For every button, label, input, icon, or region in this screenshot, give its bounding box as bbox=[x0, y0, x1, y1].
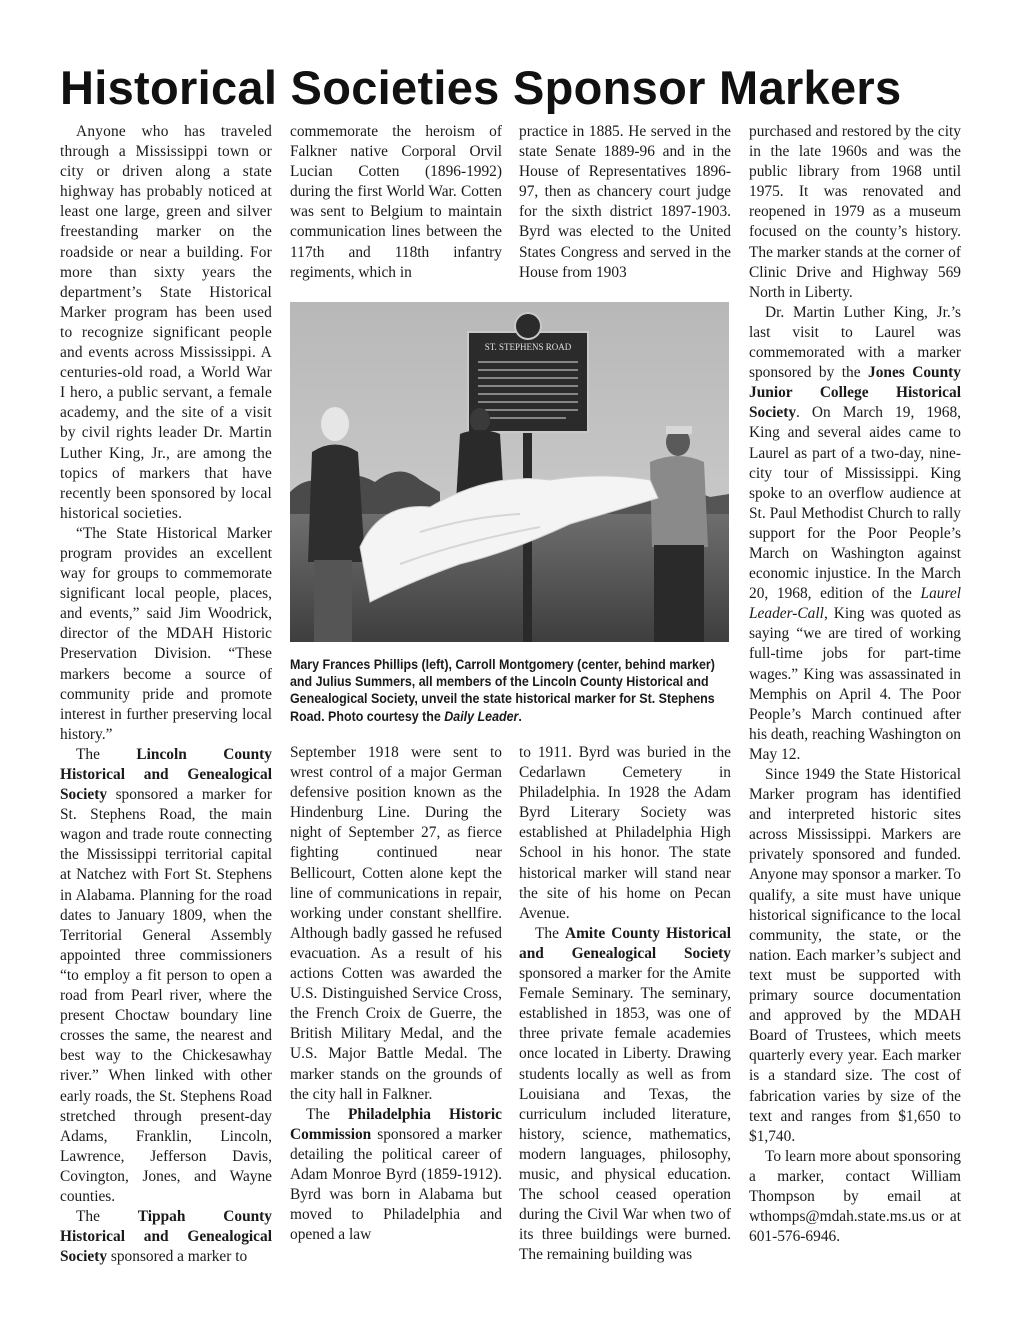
photo-caption: Mary Frances Phillips (left), Carroll Montgomery (center, behind marker) and Julius Summers, all members of the Lincoln County Historical and Genealogical Society, unveil the state historical marker for St. Stephens Road. Photo courtesy the Daily Leader. bbox=[290, 657, 715, 724]
paragraph: to 1911. Byrd was buried in the Cedarlawn Cemetery in Philadelphia. In 1928 the Adam Byrd Literary Society was established at Philadelphia High School in his honor. The state historical marker will stand near the site of his home on Pecan Avenue. bbox=[519, 744, 731, 922]
sponsor-name: Jones County Junior College Historical Society bbox=[749, 364, 961, 422]
paragraph: The Lincoln County Historical and Genealogical Society sponsored a marker for St. Stephens Road, the main wagon and trade route connecting the Mississippi territorial capital at Natchez with Fort St. Stephens in Alabama. Planning for the road dates to January 1809, when the Territorial General Assembly appointed three commissioners “to employ a fit person to open a road from Pearl river, where the present Choctaw boundary line crosses the same, the nearest and best way to the Chickesawhay river.” When linked with other early roads, the St. Stephens Road stretched through present-day Adams, Franklin, Lincoln, Lawrence, Jefferson Davis, Covington, Jones, and Wayne counties. bbox=[60, 745, 272, 1205]
paragraph: commemorate the heroism of Falkner native Corporal Orvil Lucian Cotten (1896-1992) during the first World War. Cotten was sent to Belgium to maintain communication lines between the 117th and 118th infantry regiments, which in bbox=[290, 123, 502, 281]
sponsor-name: Tippah County Historical and Genealogical Society bbox=[60, 1208, 273, 1266]
paragraph: purchased and restored by the city in the late 1960s and was the public library from 1968 until 1975. It was renovated and reopened in 1979 as a museum focused on the county’s history. The marker stands at the corner of Clinic Drive and Highway 569 North in Liberty. bbox=[749, 123, 961, 301]
paragraph: “The State Historical Marker program provides an excellent way for groups to commemorate significant local people, places, and events,” said Jim Woodrick, director of the MDAH Historic Preservation Division. “These markers become a source of community pride and promote interest in further preserving local history.” bbox=[60, 524, 272, 743]
sponsor-name: Lincoln County Historical and Genealogical Society bbox=[60, 745, 272, 804]
sponsor-name: Amite County Historical and Genealogical Society bbox=[519, 924, 731, 962]
sponsor-name: Philadelphia Historic Commission bbox=[290, 1105, 502, 1143]
paragraph: The Amite County Historical and Genealogical Society sponsored a marker for the Amite Female Seminary. The seminary, established in 1853, was one of three private female academies once located in Liberty. Drawing students locally as well as from Louisiana and Texas, the curriculum included literature, history, science, mathematics, modern languages, philosophy, music, and physical education. The school ceased operation during the Civil War when two of its three buildings were burned. The remaining building was bbox=[519, 924, 731, 1264]
article-column-1 bbox=[60, 122, 272, 1267]
article-column-4 bbox=[749, 122, 961, 1247]
marker-sign-title: ST. STEPHENS ROAD bbox=[484, 342, 572, 352]
paragraph: practice in 1885. He served in the state Senate 1889-96 and in the House of Representatives 1896-97, then as chancery court judge for the sixth district 1897-1903. Byrd was elected to the United States Congress and served in the House from 1903 bbox=[519, 123, 731, 281]
article-column-3-top bbox=[519, 122, 731, 283]
marker-unveiling-photo bbox=[290, 302, 729, 642]
paragraph: The Tippah County Historical and Genealogical Society sponsored a marker to bbox=[60, 1208, 273, 1266]
photo-image bbox=[290, 302, 729, 642]
paragraph: Anyone who has traveled through a Mississippi town or city or driven along a state highway has probably noticed at least one large, green and silver freestanding marker on the roadside or near a building. For more than sixty years the department’s State Historical Marker program has been used to recognize significant people and events across Mississippi. A centuries-old road, a World War I hero, a public servant, a female academy, and the site of a visit by civil rights leader Dr. Martin Luther King, Jr., are among the topics of markers that have recently been sponsored by local historical societies. bbox=[60, 123, 272, 522]
paragraph: The Philadelphia Historic Commission sponsored a marker detailing the political career of Adam Monroe Byrd (1859-1912). Byrd was born in Alabama but moved to Philadelphia and opened a law bbox=[290, 1105, 502, 1244]
article-column-2-top bbox=[290, 122, 502, 283]
newspaper-title: Laurel Leader-Call bbox=[749, 585, 961, 623]
paragraph: Dr. Martin Luther King, Jr.’s last visit to Laurel was commemorated with a marker sponsored by the Jones County Junior College Historical Society. On March 19, 1968, King and several aides came to Laurel as part of a two-day, nine-city tour of Mississippi. King spoke to an overflow audience at St. Paul Methodist Church to rally support for the Poor People’s March on Washington against economic injustice. In the March 20, 1968, edition of the Laurel Leader-Call, King was quoted as saying “we are tired of working full-time jobs for part-time wages.” King was assassinated in Memphis on April 4. The Poor People’s March continued after his death, reaching Washington on May 12. bbox=[749, 303, 961, 763]
article-column-2-bottom bbox=[290, 743, 502, 1245]
paragraph: September 1918 were sent to wrest control of a major German defensive position known as the Hindenburg Line. During the night of September 27, as fierce fighting continued near Bellicourt, Cotten alone kept the line of communications in repair, working under constant shellfire. Although badly gassed he refused evacuation. As a result of his actions Cotten was awarded the U.S. Distinguished Service Cross, the French Croix de Guerre, the British Military Medal, and the U.S. Major Battle Medal. The marker stands on the grounds of the city hall in Falkner. bbox=[290, 744, 502, 1103]
article-column-3-bottom bbox=[519, 743, 731, 1265]
paragraph: To learn more about sponsoring a marker, contact William Thompson by email at wthomps@mdah.state.ms.us or at 601-576-6946. bbox=[749, 1147, 961, 1246]
paragraph: Since 1949 the State Historical Marker program has identified and interpreted historic sites across Mississippi. Markers are privately sponsored and funded. Anyone may sponsor a marker. To qualify, a site must have unique historical significance to the local community, the state, or the nation. Each marker’s subject and text must be supported with primary source documentation and approved by the MDAH Board of Trustees, which meets quarterly every year. Each marker is a standard size. The cost of fabrication varies by size of the text and ranges from $1,650 to $1,740. bbox=[749, 766, 961, 1145]
page-title: Historical Societies Sponsor Markers bbox=[60, 61, 902, 114]
caption-source: Daily Leader bbox=[444, 708, 519, 724]
